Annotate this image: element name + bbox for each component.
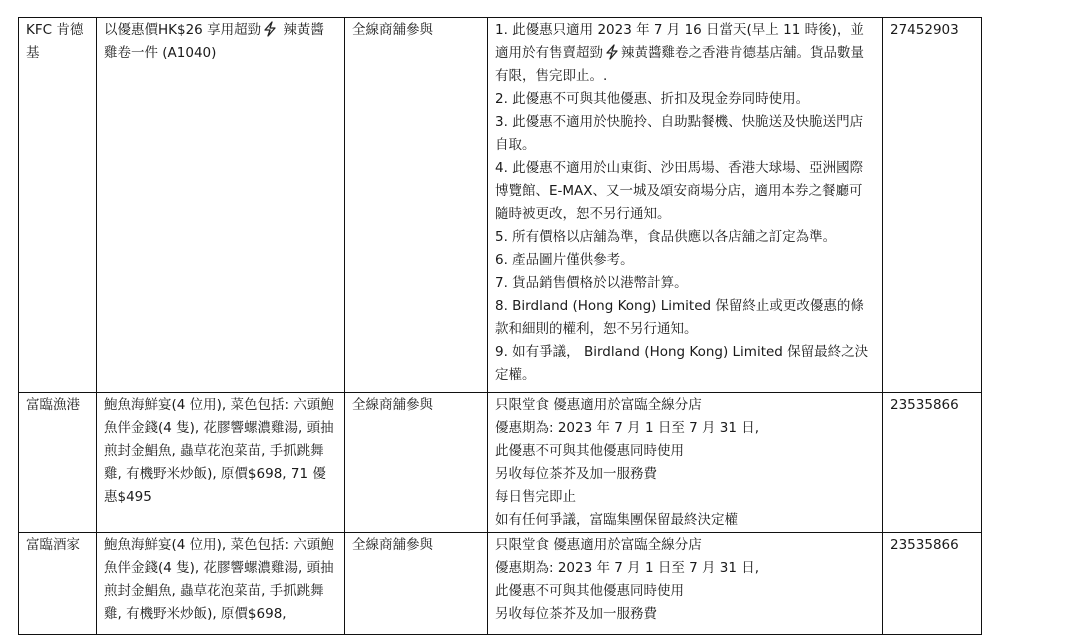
term-item: 4. 此優惠不適用於山東街、沙田馬場、香港大球場、亞洲國際博覽館、E-MAX、又一城及頌安商場分店，適用本券之餐廳可隨時被更改，恕不另行通知。	[495, 160, 864, 222]
term-item: 2. 此優惠不可與其他優惠、折扣及現金券同時使用。	[495, 91, 810, 107]
term-item: 只限堂食 優惠適用於富臨全線分店	[495, 537, 702, 553]
term-item: 辣黃醬雞卷之香港肯德基店舖。貨品數量有限，售完即止。.	[495, 45, 864, 84]
table-row	[19, 533, 982, 635]
participating-text: 全線商舖參與	[352, 537, 433, 553]
offers-table	[18, 17, 982, 635]
term-item: 另收每位茶芥及加一服務費	[495, 606, 657, 622]
term-item: 6. 產品圖片僅供參考。	[495, 252, 634, 268]
term-item: 如有任何爭議，富臨集團保留最終決定權	[495, 512, 738, 528]
offer-text-part-2: 辣黃醬雞卷一件 (A1040)	[104, 22, 324, 61]
terms-cell	[488, 533, 883, 635]
lightning-bolt-icon	[605, 44, 619, 60]
offer-cell	[97, 18, 345, 393]
phone-number: 23535866	[890, 537, 959, 553]
participating-cell	[345, 18, 488, 393]
participating-cell	[345, 533, 488, 635]
offer-text-part-1: 以優惠價HK$26 享用超勁	[104, 22, 262, 38]
phone-number: 27452903	[890, 22, 959, 38]
term-item: 只限堂食 優惠適用於富臨全線分店	[495, 397, 702, 413]
term-item: 優惠期為: 2023 年 7 月 1 日至 7 月 31 日,	[495, 420, 760, 436]
terms-cell	[488, 393, 883, 533]
phone-cell	[883, 18, 982, 393]
lightning-bolt-icon	[263, 21, 277, 37]
phone-cell	[883, 393, 982, 533]
merchant-name: 富臨漁港	[26, 397, 80, 413]
term-item: 此優惠不可與其他優惠同時使用	[495, 443, 684, 459]
offer-text: 鮑魚海鮮宴(4 位用), 菜色包括: 六頭鮑魚伴金錢(4 隻), 花膠響螺濃雞湯, 頭抽煎封金鯧魚, 蟲草花泡菜苗, 手抓跳舞雞, 有機野米炒飯), 原價$698, 71 優惠$495	[104, 397, 334, 505]
term-item: 5. 所有價格以店舖為準，食品供應以各店舖之訂定為準。	[495, 229, 837, 245]
term-item: 每日售完即止	[495, 489, 576, 505]
merchant-cell	[19, 393, 97, 533]
offer-text: 鮑魚海鮮宴(4 位用), 菜色包括: 六頭鮑魚伴金錢(4 隻), 花膠響螺濃雞湯, 頭抽煎封金鯧魚, 蟲草花泡菜苗, 手抓跳舞雞, 有機野米炒飯), 原價$698,	[104, 537, 334, 622]
term-item: 7. 貨品銷售價格於以港幣計算。	[495, 275, 688, 291]
participating-text: 全線商舖參與	[352, 397, 433, 413]
term-item: 另收每位茶芥及加一服務費	[495, 466, 657, 482]
term-item: 1. 此優惠只適用 2023 年 7 月 16 日當天(早上 11 時後)，並適用於有售賣超勁	[495, 22, 864, 61]
term-item: 8. Birdland (Hong Kong) Limited 保留終止或更改優惠的條款和細則的權利，恕不另行通知。	[495, 298, 864, 337]
participating-text: 全線商舖參與	[352, 22, 433, 38]
merchant-name: 富臨酒家	[26, 537, 80, 553]
phone-cell	[883, 533, 982, 635]
term-item: 此優惠不可與其他優惠同時使用	[495, 583, 684, 599]
offer-cell	[97, 393, 345, 533]
merchant-name: KFC 肯德基	[26, 22, 84, 61]
term-item: 3. 此優惠不適用於快脆拎、自助點餐機、快脆送及快脆送門店自取。	[495, 114, 864, 153]
merchant-cell	[19, 18, 97, 393]
term-item: 優惠期為: 2023 年 7 月 1 日至 7 月 31 日,	[495, 560, 760, 576]
merchant-cell	[19, 533, 97, 635]
terms-cell	[488, 18, 883, 393]
table-row	[19, 393, 982, 533]
table-row	[19, 18, 982, 393]
offer-cell	[97, 533, 345, 635]
participating-cell	[345, 393, 488, 533]
term-item: 9. 如有爭議， Birdland (Hong Kong) Limited 保留最終之決定權。	[495, 344, 869, 383]
phone-number: 23535866	[890, 397, 959, 413]
